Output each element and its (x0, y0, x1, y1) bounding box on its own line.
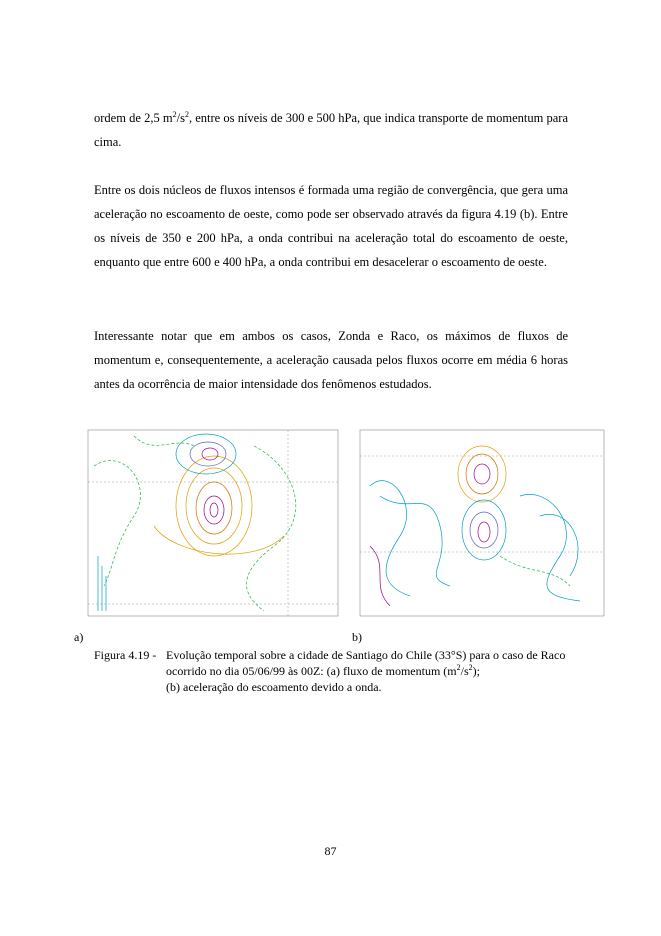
figure-b-label: b) (352, 630, 362, 644)
figure-a-label: a) (74, 630, 84, 644)
caption-body: Evolução temporal sobre a cidade de Santiago do Chile (33°S) para o caso de Raco ocorrido no dia 05/06/99 às 00Z: (a) fluxo de momentum $(m^2/s^2)$; (b) aceleração do escoamento devido a onda. (166, 648, 566, 694)
paragraph-3: Interessante notar que em ambos os casos, Zonda e Raco, os máximos de fluxos de momentum e, consequentemente, a aceleração causada pelos fluxos ocorre em média 6 horas antes da ocorrência de maior intensidade dos fenômenos estudados. (94, 329, 568, 391)
figure-b-contour-plot (350, 426, 606, 629)
figure-a-contour-plot (74, 426, 342, 629)
page-number: 87 (324, 844, 337, 858)
paragraph-2: Entre os dois núcleos de fluxos intensos é formada uma região de convergência, que gera uma aceleração no escoamento de oeste, como pode ser observado através da figura 4.19 (b). Entre os níveis de 350 e 200 hPa, a onda contribui na aceleração total do escoamento de oeste, enquanto que entre 600 e 400 hPa, a onda contribui em desacelerar o escoamento de oeste. (94, 183, 568, 269)
caption-head: Figura 4.19 - (94, 648, 157, 662)
paragraph-1: ordem de 2,5 $m^2/s^2$, entre os níveis de 300 e 500 hPa, que indica transporte de momentum para cima. (94, 109, 568, 149)
